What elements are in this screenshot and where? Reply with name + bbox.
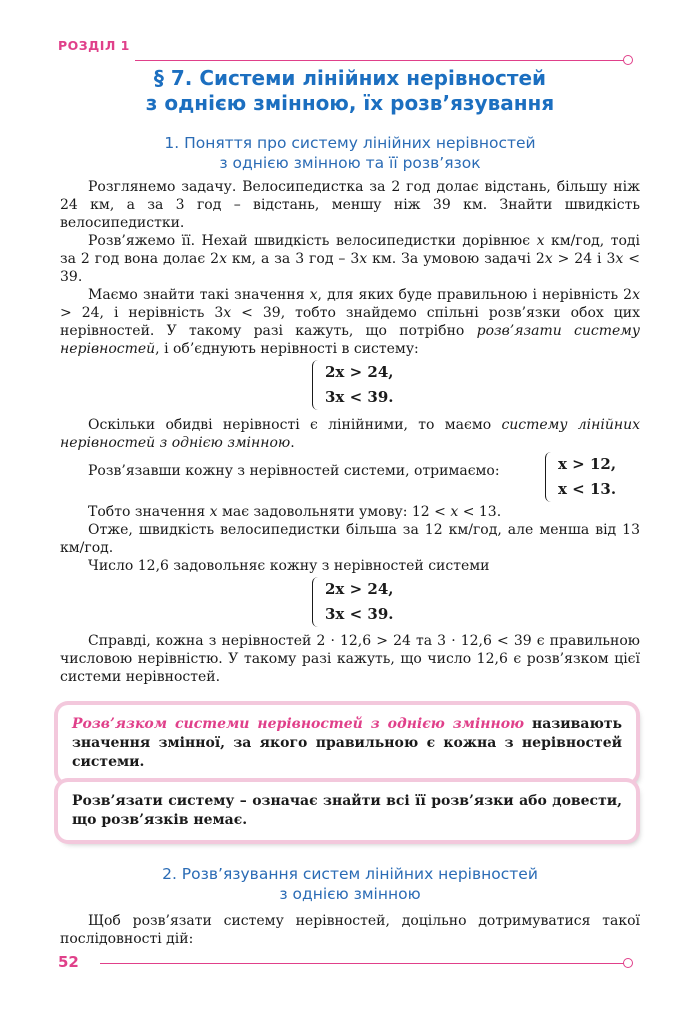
inequality-system-2 bbox=[545, 452, 616, 502]
paragraph-linear-system: Оскільки обидві нерівності є лінійними, то маємо систему лінійних нерівностей з однією змінною. bbox=[60, 417, 640, 451]
paragraph-conclusion: Отже, швидкість велосипедистки більша за 12 км/год, але менша від 13 км/год. bbox=[60, 522, 640, 556]
chapter-title-line2: з однією змінною, їх розв’язування bbox=[145, 91, 555, 115]
inequality-system-3 bbox=[312, 577, 394, 627]
system-brace bbox=[312, 577, 321, 627]
paragraph-verification: Справді, кожна з нерівностей 2 · 12,6 > 24 та 3 · 12,6 < 39 є правильною числовою нерівністю. У такому разі кажуть, що число 12,6 є розв’язком цієї системи нерівностей. bbox=[60, 633, 640, 685]
header-rule bbox=[135, 60, 625, 61]
definition-box-solve bbox=[58, 782, 636, 840]
paragraph-condition: Тобто значення x має задовольняти умову: 12 < x < 13. bbox=[88, 504, 502, 520]
inequality-system-1 bbox=[312, 360, 394, 410]
section1-title bbox=[60, 133, 640, 173]
paragraph-example: Число 12,6 задовольняє кожну з нерівностей системи bbox=[88, 558, 490, 574]
section1-title-line1: 1. Поняття про систему лінійних нерівностей bbox=[164, 134, 536, 152]
system1-line2: 3x < 39. bbox=[325, 388, 394, 406]
chapter-title-line1: § 7. Системи лінійних нерівностей bbox=[153, 66, 547, 90]
section2-title bbox=[60, 864, 640, 904]
section2-title-line1: 2. Розв’язування систем лінійних нерівностей bbox=[162, 865, 538, 883]
system1-line1: 2x > 24, bbox=[325, 363, 394, 381]
paragraph-solving-each: Розв’язавши кожну з нерівностей системи, отримаємо: bbox=[88, 463, 500, 479]
section2-title-line2: з однією змінною bbox=[279, 885, 421, 903]
system3-line1: 2x > 24, bbox=[325, 580, 394, 598]
section1-title-line2: з однією змінною та її розв’язок bbox=[219, 154, 481, 172]
paragraph-problem: Розглянемо задачу. Велосипедистка за 2 год долає відстань, більшу ніж 24 км, а за 3 год – відстань, меншу ніж 39 км. Знайти швидкість велосипедистки. bbox=[60, 179, 640, 231]
footer-rule bbox=[100, 963, 625, 964]
section-label: РОЗДІЛ 1 bbox=[58, 38, 130, 53]
system2-line1: x > 12, bbox=[558, 455, 617, 473]
system3-line2: 3x < 39. bbox=[325, 605, 394, 623]
system-brace bbox=[312, 360, 321, 410]
definition-box-solution bbox=[58, 705, 636, 782]
definition-solve-text: Розв’язати систему – означає знайти всі її розв’язки або довести, що розв’язків немає. bbox=[72, 793, 622, 828]
paragraph-system-concept: Маємо знайти такі значення x, для яких буде правильною і нерівність 2x > 24, і нерівність 3x < 39, тобто знайдемо спільні розв’язки обох цих нерівностей. У такому разі кажуть, що потрібно розв’язати систему нерівностей, і об’єднують нерівності в систему: bbox=[60, 287, 641, 357]
system2-line2: x < 13. bbox=[558, 480, 617, 498]
paragraph-solution-intro: Розв’яжемо її. Нехай швидкість велосипедистки дорівнює x км/год, тоді за 2 год вона долає 2x км, а за 3 год – 3x км. За умовою задачі 2x > 24 і 3x < 39. bbox=[60, 233, 640, 285]
page-number: 52 bbox=[58, 953, 79, 971]
definition-term: Розв’язком системи нерівностей з однією змінною bbox=[72, 716, 525, 732]
footer-rule-dot bbox=[623, 958, 633, 968]
chapter-title bbox=[60, 66, 640, 116]
definition-text: називають значення змінної, за якого правильною є кожна з нерівностей системи. bbox=[72, 716, 623, 770]
system-brace bbox=[545, 452, 554, 502]
header-rule-dot bbox=[623, 55, 633, 65]
paragraph-procedure-intro: Щоб розв’язати систему нерівностей, доцільно дотримуватися такої послідовності дій: bbox=[60, 913, 640, 947]
